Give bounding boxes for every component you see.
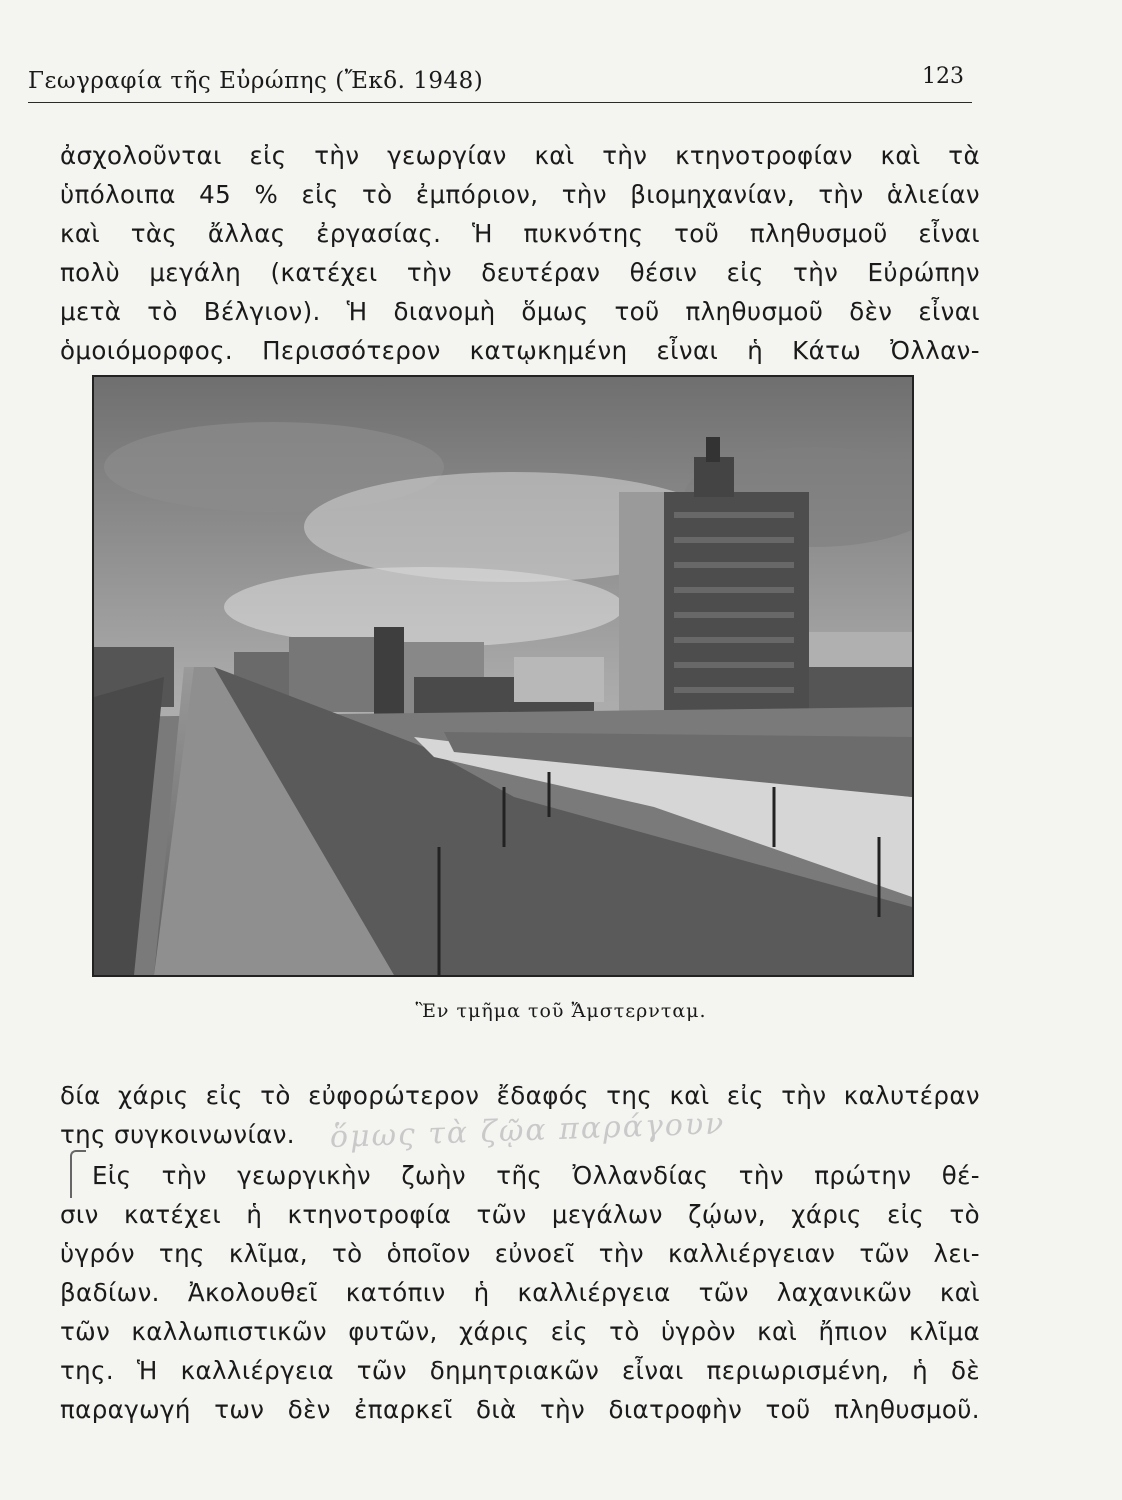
photo-illustration xyxy=(94,377,912,975)
text-line: Εἰς τὴν γεωργικὴν ζωὴν τῆς Ὀλλανδίας τὴν πρώτην θέ- xyxy=(92,1161,980,1190)
page-header xyxy=(28,62,972,103)
text-line: σιν κατέχει ἡ κτηνοτροφία τῶν μεγάλων ζῴων, χάρις εἰς τὸ xyxy=(60,1200,980,1229)
page-number: 123 xyxy=(922,64,964,89)
text-line: δία χάρις εἰς τὸ εὐφορώτερον ἔδαφός της καὶ εἰς τὴν καλυτέραν xyxy=(60,1081,980,1110)
amsterdam-photo xyxy=(92,375,914,977)
text-line: τῶν καλλωπιστικῶν φυτῶν, χάρις εἰς τὸ ὑγρὸν καὶ ἤπιον κλῖμα xyxy=(60,1317,980,1346)
handwritten-note: ὅμως τὰ ζῷα παράγουν xyxy=(329,1106,726,1156)
text-line: παραγωγή των δὲν ἐπαρκεῖ διὰ τὴν διατροφὴν τοῦ πληθυσμοῦ. xyxy=(60,1395,980,1424)
text-line: ἀσχολοῦνται εἰς τὴν γεωργίαν καὶ τὴν κτηνοτροφίαν καὶ τὰ xyxy=(60,141,980,170)
running-title: Γεωγραφία τῆς Εὐρώπης (Ἔκδ. 1948) xyxy=(28,68,484,94)
text-line: βαδίων. Ἀκολουθεῖ κατόπιν ἡ καλλιέργεια τῶν λαχανικῶν καὶ xyxy=(60,1278,980,1307)
paragraph-top xyxy=(60,136,980,370)
text-line: ὁμοιόμορφος. Περισσότερον κατῳκημένη εἶναι ἡ Κάτω Ὀλλαν- xyxy=(60,336,980,365)
text-line: καὶ τὰς ἄλλας ἐργασίας. Ἡ πυκνότης τοῦ πληθυσμοῦ εἶναι xyxy=(60,219,980,248)
text-line: ὑπόλοιπα 45 % εἰς τὸ ἐμπόριον, τὴν βιομηχανίαν, τὴν ἁλιείαν xyxy=(60,180,980,209)
text-line: ὑγρόν της κλῖμα, τὸ ὁποῖον εὐνοεῖ τὴν καλλιέργειαν τῶν λει- xyxy=(60,1239,980,1268)
text-line: της συγκοινωνίαν. xyxy=(60,1120,295,1149)
text-line: της. Ἡ καλλιέργεια τῶν δημητριακῶν εἶναι περιωρισμένη, ἡ δὲ xyxy=(60,1356,980,1385)
text-line: πολὺ μεγάλη (κατέχει τὴν δευτέραν θέσιν εἰς τὴν Εὐρώπην xyxy=(60,258,980,287)
paragraph-bottom xyxy=(60,1156,980,1429)
figure-caption: Ἓν τμῆμα τοῦ Ἄμστερνταμ. xyxy=(415,1000,707,1022)
text-line: μετὰ τὸ Βέλγιον). Ἡ διανομὴ ὅμως τοῦ πληθυσμοῦ δὲν εἶναι xyxy=(60,297,980,326)
